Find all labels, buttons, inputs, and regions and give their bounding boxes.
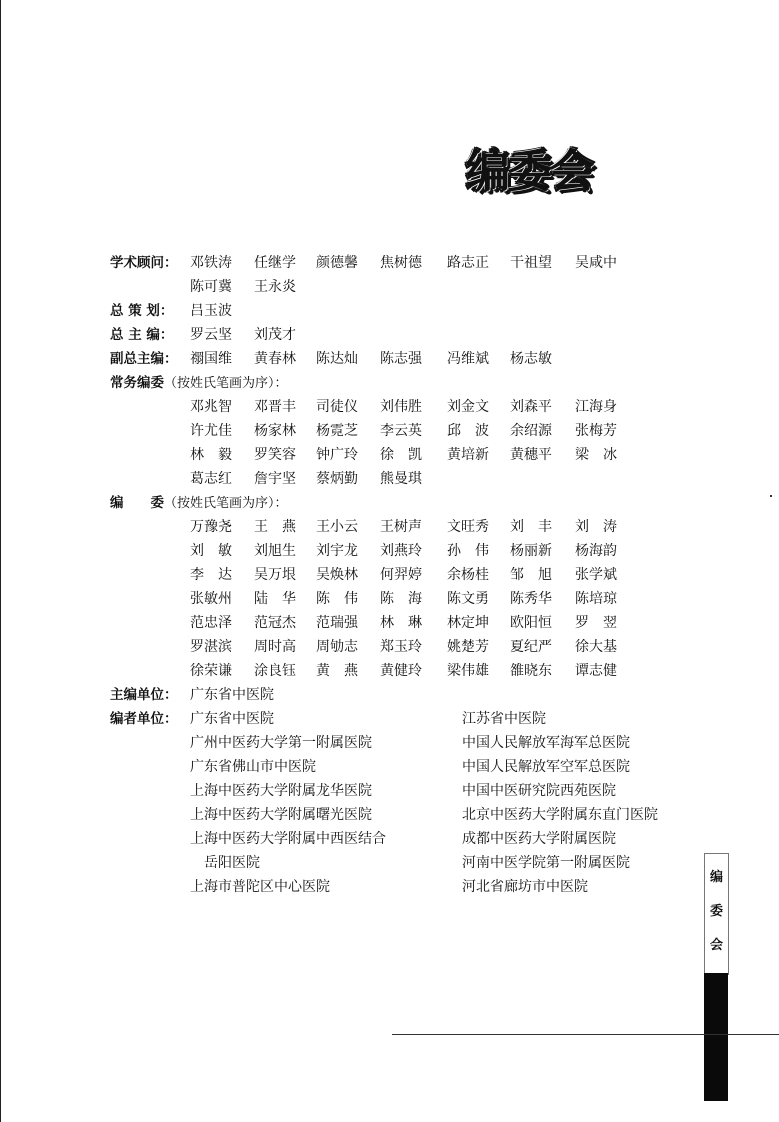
person-name: 杨家林	[254, 423, 296, 439]
list-row	[110, 588, 670, 610]
person-name: 杨丽新	[510, 543, 552, 559]
person-name: 夏纪严	[510, 639, 552, 655]
person-name: 路志正	[447, 255, 489, 271]
person-name: 任继学	[254, 255, 296, 271]
person-name: 林毅	[190, 447, 232, 463]
scan-speck	[770, 495, 772, 497]
section-label	[110, 684, 178, 706]
person-name: 陈秀华	[510, 591, 552, 607]
person-name: 雒晓东	[510, 663, 552, 679]
person-name: 文旺秀	[447, 519, 489, 535]
side-tab-char: 编	[709, 870, 723, 885]
person-name: 余绍源	[510, 423, 552, 439]
person-name: 张敏州	[190, 591, 232, 607]
list-row	[110, 828, 670, 850]
person-name: 邱波	[447, 423, 489, 439]
person-name: 刘丰	[510, 519, 552, 535]
person-name: 王燕	[254, 519, 296, 535]
person-name: 干祖望	[510, 255, 552, 271]
section-label-text: 副总主编：	[110, 351, 178, 367]
person-name: 冯维斌	[447, 351, 489, 367]
person-name: 孙伟	[447, 543, 489, 559]
person-name: 周时高	[254, 639, 296, 655]
list-row	[110, 780, 670, 802]
person-name: 陈志强	[380, 351, 422, 367]
list-row	[110, 612, 670, 634]
list-row	[110, 660, 670, 682]
footer-rule	[392, 1034, 779, 1035]
person-name: 刘宇龙	[316, 543, 358, 559]
person-name: 范瑞强	[316, 615, 358, 631]
person-name: 谭志健	[575, 663, 617, 679]
list-row	[110, 444, 670, 466]
unit-name: 上海中医药大学附属曙光医院	[190, 807, 372, 823]
unit-name: 广东省中医院	[190, 711, 274, 727]
list-row	[110, 756, 670, 778]
list-row	[110, 324, 670, 346]
person-name: 何羿婷	[380, 567, 422, 583]
section-label	[110, 708, 178, 730]
list-row	[110, 684, 670, 706]
person-name: 涂良钰	[254, 663, 296, 679]
person-name: 刘森平	[510, 399, 552, 415]
person-name: 徐荣谦	[190, 663, 232, 679]
unit-name: 广州中医药大学第一附属医院	[190, 735, 372, 751]
person-name: 刘伟胜	[380, 399, 422, 415]
person-name: 杨海韵	[575, 543, 617, 559]
person-name: 禤国维	[190, 351, 232, 367]
person-name: 刘旭生	[254, 543, 296, 559]
person-name: 张梅芳	[575, 423, 617, 439]
section-label-text: 总 策 划：	[110, 303, 174, 319]
page-title: 编委会	[466, 146, 592, 197]
person-name: 陈伟	[316, 591, 358, 607]
side-thumb-tab	[704, 853, 729, 975]
person-name: 焦树德	[380, 255, 422, 271]
section-label	[110, 492, 288, 515]
person-name: 邓晋丰	[254, 399, 296, 415]
person-name: 吴万垠	[254, 567, 296, 583]
person-name: 陈海	[380, 591, 422, 607]
person-name: 范冠杰	[254, 615, 296, 631]
person-name: 邹旭	[510, 567, 552, 583]
list-row	[110, 540, 670, 562]
person-name: 欧阳恒	[510, 615, 552, 631]
person-name: 邓兆智	[190, 399, 232, 415]
person-name: 梁冰	[575, 447, 617, 463]
person-name: 郑玉玲	[380, 639, 422, 655]
page-left-edge	[0, 0, 1, 1122]
list-row	[110, 804, 670, 826]
list-row	[110, 516, 670, 538]
unit-name: 江苏省中医院	[462, 711, 546, 727]
person-name: 许尤佳	[190, 423, 232, 439]
person-name: 李云英	[380, 423, 422, 439]
list-row	[110, 468, 670, 490]
person-name: 黄燕	[316, 663, 358, 679]
list-row	[110, 708, 670, 730]
person-name: 王树声	[380, 519, 422, 535]
unit-name: 上海中医药大学附属中西医结合	[190, 831, 386, 847]
list-row	[110, 276, 670, 298]
section-label-text: 编 委	[110, 495, 164, 511]
person-name: 李达	[190, 567, 232, 583]
person-name: 万豫尧	[190, 519, 232, 535]
person-name: 罗笑容	[254, 447, 296, 463]
person-name: 颜德馨	[316, 255, 358, 271]
person-name: 杨志敏	[510, 351, 552, 367]
person-name: 王永炎	[254, 279, 296, 295]
person-name: 刘金文	[447, 399, 489, 415]
person-name: 吕玉波	[190, 303, 232, 319]
person-name: 黄培新	[447, 447, 489, 463]
person-name: 蔡炳勤	[316, 471, 358, 487]
unit-name: 岳阳医院	[204, 855, 260, 871]
host-unit-name: 广东省中医院	[190, 687, 274, 703]
list-row	[110, 852, 670, 874]
list-row	[110, 300, 670, 322]
section-label-text: 主编单位：	[110, 687, 178, 703]
person-name: 熊曼琪	[380, 471, 422, 487]
person-name: 徐凯	[380, 447, 422, 463]
person-name: 江海身	[575, 399, 617, 415]
person-name: 杨霓芝	[316, 423, 358, 439]
person-name: 刘燕玲	[380, 543, 422, 559]
person-name: 林定坤	[447, 615, 489, 631]
side-tab-char: 会	[709, 938, 723, 953]
section-label-text: 常务编委	[110, 375, 164, 391]
person-name: 邓铁涛	[190, 255, 232, 271]
person-name: 罗翌	[575, 615, 617, 631]
person-name: 陈可冀	[190, 279, 232, 295]
person-name: 陈文勇	[447, 591, 489, 607]
section-label-text: 总 主 编：	[110, 327, 174, 343]
person-name: 姚楚芳	[447, 639, 489, 655]
person-name: 陈培琼	[575, 591, 617, 607]
person-name: 黄健玲	[380, 663, 422, 679]
list-row	[110, 252, 670, 274]
person-name: 刘涛	[575, 519, 617, 535]
unit-name: 中国人民解放军空军总医院	[462, 759, 630, 775]
person-name: 陈达灿	[316, 351, 358, 367]
section-label-text: 编者单位：	[110, 711, 178, 727]
list-row	[110, 420, 670, 442]
person-name: 张学斌	[575, 567, 617, 583]
person-name: 吴焕林	[316, 567, 358, 583]
person-name: 黄春林	[254, 351, 296, 367]
person-name: 刘敏	[190, 543, 232, 559]
unit-name: 上海市普陀区中心医院	[190, 879, 330, 895]
side-tab-char: 委	[709, 904, 723, 919]
person-name: 陆华	[254, 591, 296, 607]
person-name: 范忠泽	[190, 615, 232, 631]
person-name: 吴咸中	[575, 255, 617, 271]
section-label	[110, 324, 173, 346]
list-row	[110, 636, 670, 658]
sort-note: （按姓氏笔画为序）：	[164, 376, 288, 391]
section-label	[110, 372, 288, 395]
person-name: 林琳	[380, 615, 422, 631]
person-name: 葛志红	[190, 471, 232, 487]
list-row	[110, 372, 670, 394]
section-label	[110, 348, 178, 370]
unit-name: 上海中医药大学附属龙华医院	[190, 783, 372, 799]
unit-name: 河南中医学院第一附属医院	[462, 855, 630, 871]
section-label	[110, 300, 173, 322]
person-name: 周劬志	[316, 639, 358, 655]
person-name: 刘茂才	[254, 327, 296, 343]
section-label	[110, 252, 178, 274]
person-name: 王小云	[316, 519, 358, 535]
unit-name: 中国中医研究院西苑医院	[462, 783, 616, 799]
person-name: 罗云坚	[190, 327, 232, 343]
list-row	[110, 876, 670, 898]
person-name: 余杨桂	[447, 567, 489, 583]
person-name: 罗湛滨	[190, 639, 232, 655]
unit-name: 成都中医药大学附属医院	[462, 831, 616, 847]
sort-note: （按姓氏笔画为序）：	[164, 496, 288, 511]
list-row	[110, 348, 670, 370]
person-name: 司徒仪	[316, 399, 358, 415]
unit-name: 河北省廊坊市中医院	[462, 879, 588, 895]
list-row	[110, 396, 670, 418]
person-name: 黄穗平	[510, 447, 552, 463]
unit-name: 广东省佛山市中医院	[190, 759, 316, 775]
list-row	[110, 492, 670, 514]
person-name: 徐大基	[575, 639, 617, 655]
list-row	[110, 732, 670, 754]
person-name: 钟广玲	[316, 447, 358, 463]
unit-name: 北京中医药大学附属东直门医院	[462, 807, 658, 823]
list-row	[110, 564, 670, 586]
section-label-text: 学术顾问：	[110, 255, 178, 271]
unit-name: 中国人民解放军海军总医院	[462, 735, 630, 751]
person-name: 梁伟雄	[447, 663, 489, 679]
side-tab-black-bar	[704, 973, 728, 1101]
person-name: 詹宇坚	[254, 471, 296, 487]
